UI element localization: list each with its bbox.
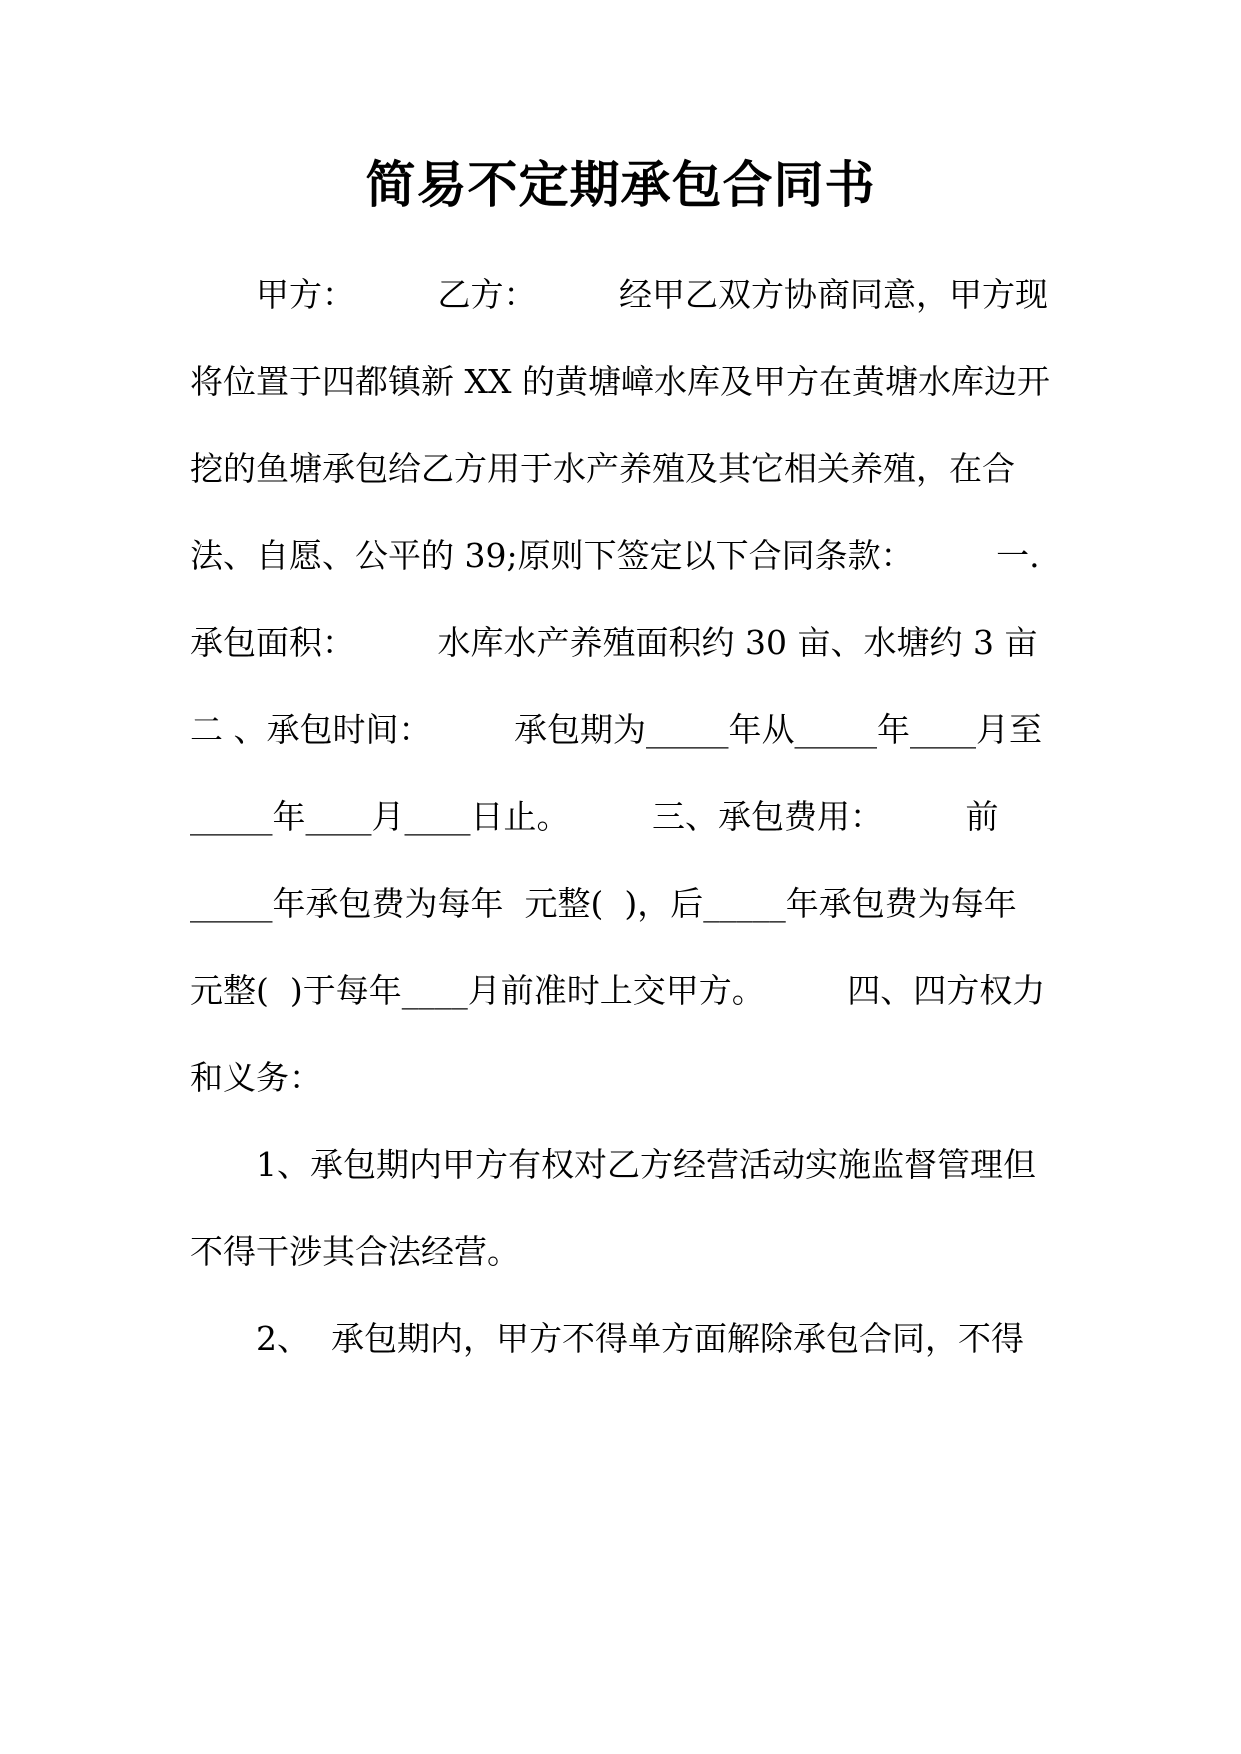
body-line-1: 甲方： 乙方： 经甲乙双方协商同意，甲方现	[190, 275, 1048, 314]
body-line-5: 承包面积： 水库水产养殖面积约 30 亩、水塘约 3 亩	[190, 623, 1038, 662]
body-line-6: 二 、承包时间： 承包期为_____年从_____年____月至	[190, 710, 1042, 749]
body-line-13: 2、 承包期内，甲方不得单方面解除承包合同，不得	[190, 1319, 1024, 1358]
body-line-4: 法、自愿、公平的 39;原则下签定以下合同条款： 一.	[190, 536, 1040, 575]
body-line-10: 和义务：	[190, 1058, 322, 1097]
body-line-7: _____年____月____日止。 三、承包费用： 前	[190, 797, 999, 836]
body-line-12: 不得干涉其合法经营。	[190, 1232, 520, 1271]
body-line-9: 元整( )于每年____月前准时上交甲方。 四、四方权力	[190, 971, 1046, 1010]
body-line-11: 1、承包期内甲方有权对乙方经营活动实施监督管理但	[190, 1145, 1036, 1184]
body-line-8: _____年承包费为每年 元整( )，后_____年承包费为每年	[190, 884, 1017, 923]
document-title: 简易不定期承包合同书	[365, 155, 876, 214]
body-line-3: 挖的鱼塘承包给乙方用于水产养殖及其它相关养殖，在合	[190, 449, 1015, 488]
body-line-2: 将位置于四都镇新 XX 的黄塘嶂水库及甲方在黄塘水库边开	[190, 362, 1050, 401]
